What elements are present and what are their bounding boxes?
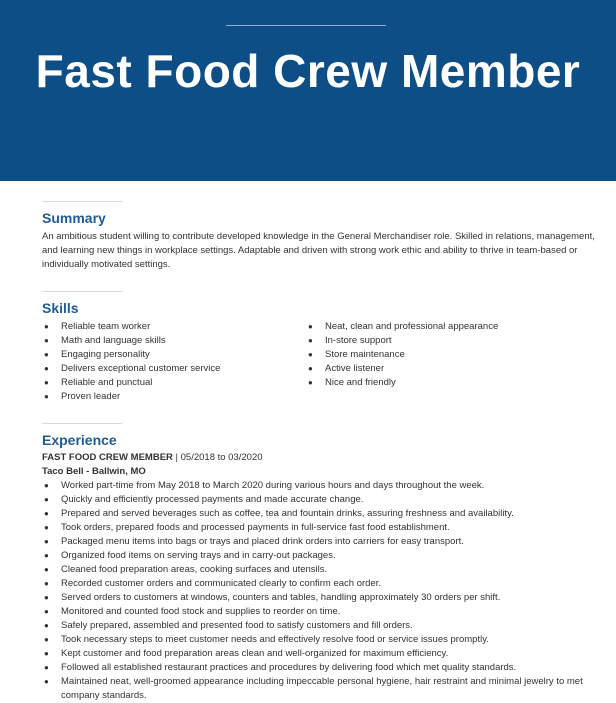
list-item: ● Took necessary steps to meet customer needs and effectively resolve food or service issues promptly. [44, 634, 489, 645]
bullet-icon: ● [44, 635, 49, 644]
skills-left-list [42, 320, 292, 404]
list-item: ● Followed all established restaurant practices and procedures by delivering food which met quality standards. [44, 662, 517, 673]
bullet-icon: ● [44, 677, 49, 686]
bullet-icon: ● [44, 593, 49, 602]
experience-heading: Experience [42, 432, 117, 448]
skill-item: ● Reliable and punctual [44, 377, 153, 388]
bullet-icon: ● [308, 322, 313, 331]
skill-item: ● Active listener [308, 363, 385, 374]
bullet-icon: ● [44, 523, 49, 532]
list-item: ● Kept customer and food preparation areas clean and well-organized for maximum efficiency. [44, 648, 449, 659]
list-item: ● Monitored and counted food stock and supplies to reorder on time. [44, 606, 341, 617]
bullet-icon: ● [44, 621, 49, 630]
list-item: ● Packaged menu items into bags or trays and placed drink orders into carriers for easy transport. [44, 536, 464, 547]
list-item: ● Served orders to customers at windows, counters and tables, handling approximately 30 orders per shift. [44, 592, 501, 603]
header-divider [226, 25, 386, 26]
list-item: ● Recorded customer orders and communicated clearly to confirm each order. [44, 578, 381, 589]
bullet-icon: ● [44, 392, 49, 401]
skill-item: ● Store maintenance [308, 349, 405, 360]
skill-item: ● Reliable team worker [44, 321, 151, 332]
bullet-icon: ● [308, 336, 313, 345]
skill-item: ● In-store support [308, 335, 392, 346]
resume-title: Fast Food Crew Member [35, 45, 581, 97]
bullet-icon: ● [44, 537, 49, 546]
bullet-icon: ● [308, 364, 313, 373]
skills-heading: Skills [42, 300, 79, 316]
summary-heading: Summary [42, 210, 106, 226]
list-item: ● Safely prepared, assembled and presented food to satisfy customers and fill orders. [44, 620, 413, 631]
skills-divider [42, 291, 122, 292]
job-company: Taco Bell - Ballwin, MO [42, 466, 146, 477]
bullet-icon: ● [44, 509, 49, 518]
bullet-icon: ● [44, 579, 49, 588]
bullet-icon: ● [44, 350, 49, 359]
skill-item: ● Delivers exceptional customer service [44, 363, 221, 374]
bullet-icon: ● [308, 350, 313, 359]
summary-divider [42, 201, 122, 202]
bullet-icon: ● [44, 481, 49, 490]
list-item: ● Worked part-time from May 2018 to March 2020 during various hours and days throughout the week. [44, 480, 485, 491]
list-item: ● Organized food items on serving trays and in carry-out packages. [44, 550, 336, 561]
bullet-icon: ● [44, 607, 49, 616]
skill-item: ● Nice and friendly [308, 377, 396, 388]
bullet-icon: ● [44, 565, 49, 574]
skill-item: ● Engaging personality [44, 349, 150, 360]
experience-divider [42, 423, 122, 424]
job-dates: | 05/2018 to 03/2020 [175, 452, 263, 463]
list-item: ● Cleaned food preparation areas, cooking surfaces and utensils. [44, 564, 328, 575]
header-banner [0, 0, 616, 181]
skill-item: ● Neat, clean and professional appearance [308, 321, 499, 332]
bullet-icon: ● [44, 551, 49, 560]
bullet-icon: ● [44, 663, 49, 672]
list-item: ● Maintained neat, well-groomed appearance including impeccable personal hygiene, hair restraint and minimal jewelry to met company standards. [44, 676, 583, 701]
skill-item: ● Math and language skills [44, 335, 166, 346]
job-title-line [42, 451, 263, 465]
summary-text: An ambitious student willing to contribute developed knowledge in the General Merchandiser role. Skilled in relations, management, and learning new things in workplace settings. Adaptable and driven with strong work ethic and ability to thrive in team-based or individually motivated settings. [42, 231, 595, 270]
bullet-icon: ● [44, 364, 49, 373]
job-bullets [42, 479, 587, 703]
list-item: ● Took orders, prepared foods and processed payments in full-service fast food establishment. [44, 522, 450, 533]
list-item: ● Prepared and served beverages such as coffee, tea and fountain drinks, assuring freshness and availability. [44, 508, 514, 519]
skill-item: ● Proven leader [44, 391, 121, 402]
bullet-icon: ● [44, 378, 49, 387]
bullet-icon: ● [44, 495, 49, 504]
bullet-icon: ● [44, 336, 49, 345]
bullet-icon: ● [44, 649, 49, 658]
bullet-icon: ● [308, 378, 313, 387]
job-title: FAST FOOD CREW MEMBER [42, 452, 173, 463]
skills-right-list [306, 320, 596, 390]
bullet-icon: ● [44, 322, 49, 331]
list-item: ● Quickly and efficiently processed payments and made accurate change. [44, 494, 364, 505]
